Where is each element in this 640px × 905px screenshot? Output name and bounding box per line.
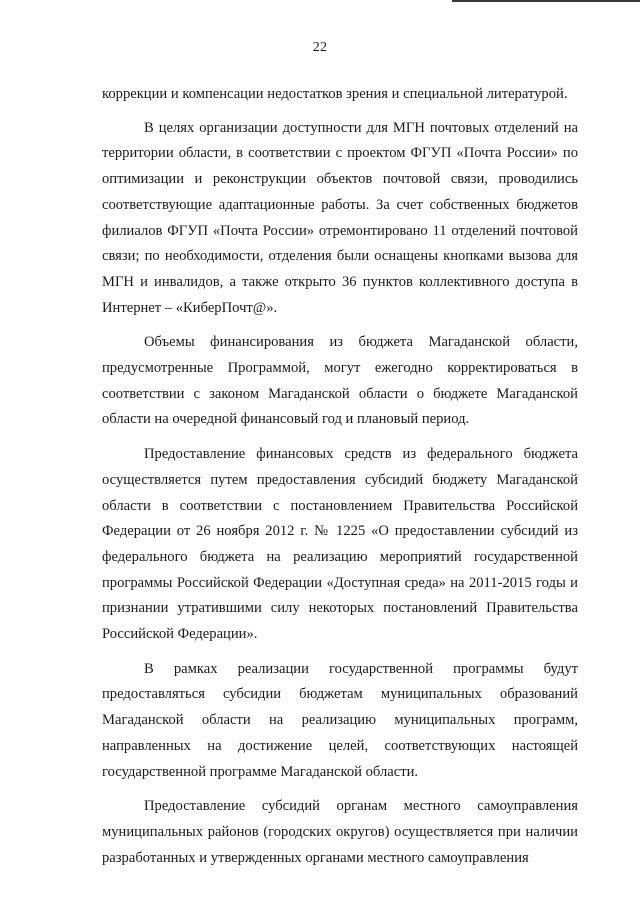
paragraph-funding-volumes: Объемы финансирования из бюджета Магаданской области, предусмотренные Программой, могут ежегодно корректироваться в соответствии с законом Магаданской области о бюджете Магаданской области на очередной финансовый год и плановый период. xyxy=(102,334,578,428)
document-body xyxy=(102,82,578,871)
paragraph-municipal-subsidies: В рамках реализации государственной программы будут предоставляться субсидии бюджетам муниципальных образований Магаданской области на реализацию муниципальных программ, направленных на достижение целей, соответствующих настоящей государственной программе Магаданской области. xyxy=(102,660,578,780)
page-number: 22 xyxy=(312,40,328,55)
top-border-line xyxy=(452,0,640,2)
paragraph-federal-budget: Предоставление финансовых средств из федерального бюджета осуществляется путем предоставления субсидий бюджету Магаданской области в соответствии с постановлением Правительства Российской Федерации от 26 ноября 2012 г. № 1225 «О предоставлении субсидий из федерального бюджета на реализацию мероприятий государственной программы Российской Федерации «Доступная среда» на 2011-2015 годы и признании утратившими силу некоторых постановлений Правительства Российской Федерации». xyxy=(102,446,578,643)
paragraph-post-offices: В целях организации доступности для МГН почтовых отделений на территории области, в соответствии с проектом ФГУП «Почта России» по оптимизации и реконструкции объектов почтовой связи, проводились соответствующие адаптационные работы. За счет собственных бюджетов филиалов ФГУП «Почта России» отремонтировано 11 отделений почтовой связи; по необходимости, отделения были оснащены кнопками вызова для МГН и инвалидов, а также открыто 36 пунктов коллективного доступа в Интернет – «КиберПочт@». xyxy=(102,119,578,316)
paragraph-subsidy-conditions: Предоставление субсидий органам местного самоуправления муниципальных районов (городских округов) осуществляется при наличии разработанных и утвержденных органами местного самоуправления xyxy=(102,798,578,866)
paragraph-continuation: коррекции и компенсации недостатков зрения и специальной литературой. xyxy=(102,86,568,102)
